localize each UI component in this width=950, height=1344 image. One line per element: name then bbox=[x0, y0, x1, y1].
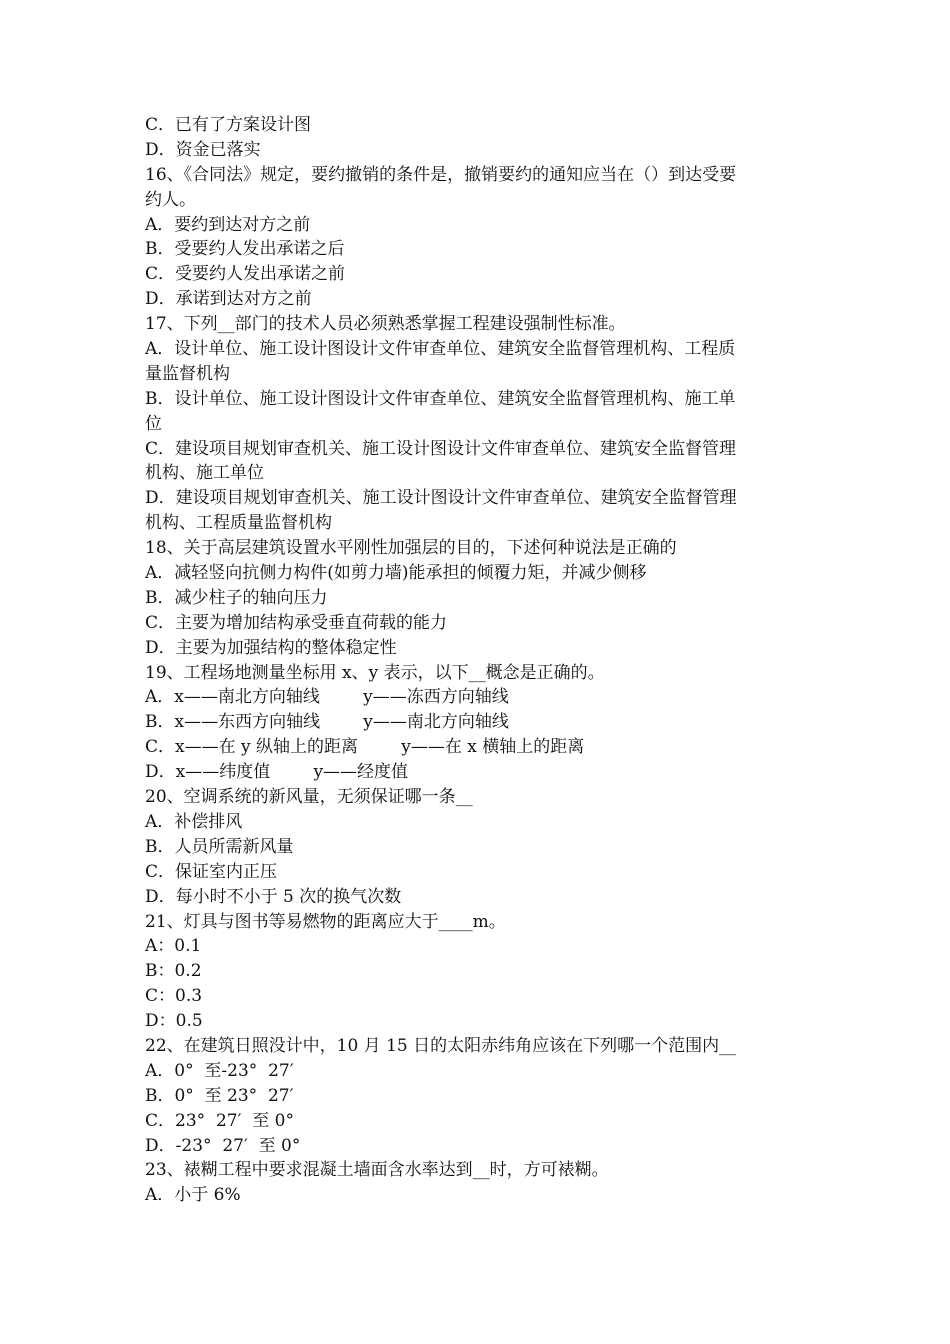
text-line: D．资金已落实 bbox=[145, 139, 261, 160]
text-line: 17、下列__部门的技术人员必须熟悉掌握工程建设强制性标准。 bbox=[145, 314, 626, 335]
text-line: B．人员所需新风量 bbox=[145, 836, 294, 857]
text-line: 约人。 bbox=[145, 189, 196, 210]
text-line: D．每小时不小于 5 次的换气次数 bbox=[145, 886, 402, 907]
text-line: 19、工程场地测量坐标用 x、y 表示，以下__概念是正确的。 bbox=[145, 662, 605, 683]
text-line: D：0.5 bbox=[145, 1011, 203, 1032]
text-line: B．受要约人发出承诺之后 bbox=[145, 239, 345, 260]
text-line: A：0.1 bbox=[145, 936, 202, 957]
text-line: 18、关于高层建筑设置水平刚性加强层的目的，下述何种说法是正确的 bbox=[145, 538, 677, 559]
text-line: C．已有了方案设计图 bbox=[145, 115, 312, 135]
text-line: C：0.3 bbox=[145, 986, 203, 1007]
text-line: A．0° 至-23° 27′ bbox=[145, 1060, 294, 1081]
text-line: A．设计单位、施工设计图设计文件审查单位、建筑安全监督管理机构、工程质 bbox=[145, 339, 736, 360]
text-line: D．建设项目规划审查机关、施工设计图设计文件审查单位、建筑安全监督管理 bbox=[145, 488, 737, 509]
text-line: D．x——纬度值 y——经度值 bbox=[145, 762, 409, 783]
text-line: A．小于 6% bbox=[145, 1185, 241, 1206]
text-line: C．23° 27′ 至 0° bbox=[145, 1110, 294, 1131]
text-line: A．减轻竖向抗侧力构件(如剪力墙)能承担的倾覆力矩，并减少侧移 bbox=[145, 563, 647, 584]
text-line: B．设计单位、施工设计图设计文件审查单位、建筑安全监督管理机构、施工单 bbox=[145, 388, 736, 409]
text-line: 机构、工程质量监督机构 bbox=[145, 513, 332, 534]
text-line: A．要约到达对方之前 bbox=[145, 214, 311, 235]
text-line: D．承诺到达对方之前 bbox=[145, 289, 312, 310]
text-line: 22、在建筑日照没计中，10 月 15 日的太阳赤纬角应该在下列哪一个范围内__ bbox=[145, 1035, 737, 1056]
text-line: C．建设项目规划审查机关、施工设计图设计文件审查单位、建筑安全监督管理 bbox=[145, 438, 737, 459]
text-line: B．减少柱子的轴向压力 bbox=[145, 587, 328, 608]
text-line: 量监督机构 bbox=[145, 363, 230, 384]
text-line: 机构、施工单位 bbox=[145, 463, 264, 484]
text-line: C．主要为增加结构承受垂直荷载的能力 bbox=[145, 612, 448, 633]
text-line: A．x——南北方向轴线 y——冻西方向轴线 bbox=[145, 687, 509, 708]
text-line: D．主要为加强结构的整体稳定性 bbox=[145, 637, 397, 658]
document-body bbox=[145, 113, 815, 1208]
text-line: B．0° 至 23° 27′ bbox=[145, 1085, 294, 1106]
text-line: 23、裱糊工程中要求混凝土墙面含水率达到__时，方可裱糊。 bbox=[145, 1160, 609, 1181]
text-line: A．补偿排风 bbox=[145, 811, 243, 832]
text-line: 16、《合同法》规定，要约撤销的条件是，撤销要约的通知应当在（）到达受要 bbox=[145, 164, 737, 185]
text-line: C．受要约人发出承诺之前 bbox=[145, 264, 346, 285]
text-line: 21、灯具与图书等易燃物的距离应大于____m。 bbox=[145, 911, 506, 932]
text-line: B．x——东西方向轴线 y——南北方向轴线 bbox=[145, 712, 509, 733]
text-line: 位 bbox=[145, 413, 162, 434]
text-line: B：0.2 bbox=[145, 961, 202, 982]
text-line: 20、空调系统的新风量，无须保证哪一条__ bbox=[145, 787, 473, 808]
text-line: D．-23° 27′ 至 0° bbox=[145, 1135, 301, 1156]
text-line: C．保证室内正压 bbox=[145, 861, 278, 882]
text-line: C．x——在 y 纵轴上的距离 y——在 x 横轴上的距离 bbox=[145, 737, 585, 758]
